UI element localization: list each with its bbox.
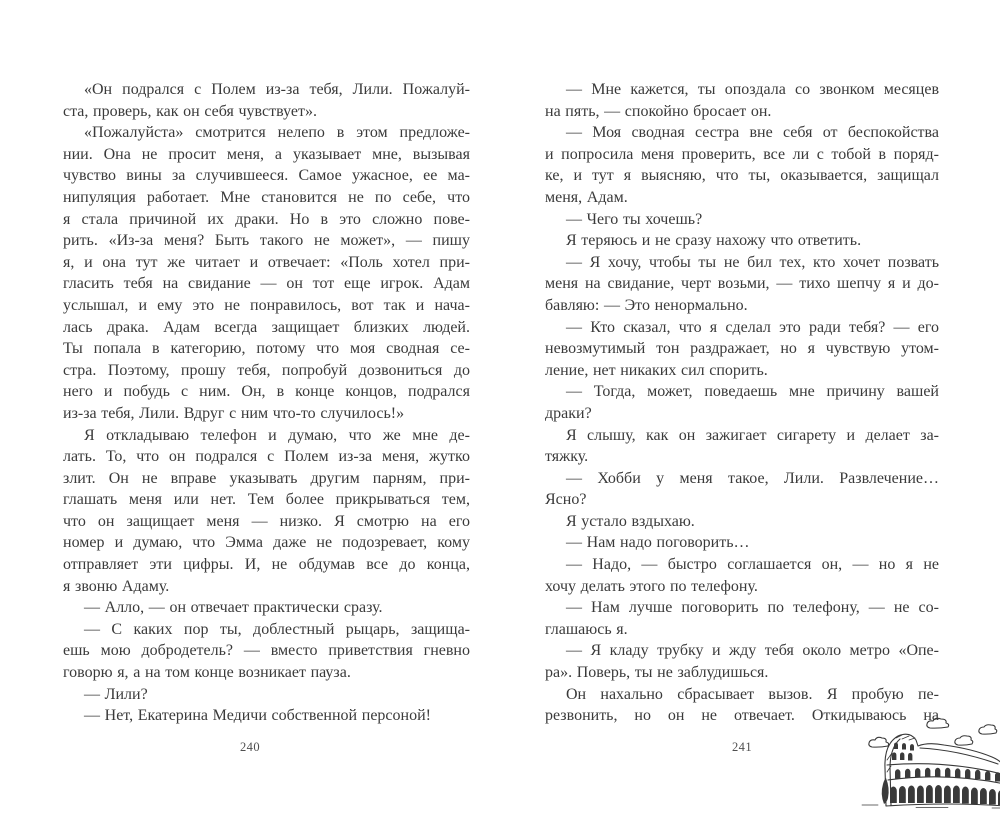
text-line: — Я хочу, чтобы ты не бил тех, кто хочет позвать <box>566 253 939 271</box>
text-line: «Он подрался с Полем из-за тебя, Лили. Пожалуй- <box>84 81 470 98</box>
text-line: — Я кладу трубку и жду тебя около метро «Опе- <box>566 642 939 660</box>
text-line: лась драка. Адам всегда защищает близких людей. <box>63 318 470 336</box>
text-line: ление, нет никаких сил спорить. <box>545 361 768 379</box>
text-line: нипуляция работает. Мне становится не по себе, что <box>63 188 470 206</box>
text-line: глашаюсь я. <box>545 620 628 638</box>
page-right-text <box>545 79 939 727</box>
text-line: что он защищает меня — низко. Я смотрю на его <box>63 512 470 530</box>
text-line: чувство вины за случившееся. Самое ужасное, ее ма- <box>63 167 470 185</box>
text-line: Ты попала в категорию, потому что моя сводная се- <box>63 340 470 358</box>
text-line: Ясно? <box>545 491 587 509</box>
cloud-icon <box>927 718 949 728</box>
text-line: лать. То, что он подрался с Полем из-за меня, жутко <box>63 448 470 466</box>
text-line: глашать меня или нет. Тем более прикрываться тем, <box>63 491 470 509</box>
text-line: — Кто сказал, что я сделал это ради тебя? — его <box>566 318 939 336</box>
text-line: меня, Адам. <box>545 188 628 206</box>
text-line: — С каких пор ты, доблестный рыцарь, защища- <box>84 620 470 638</box>
page-left-text <box>63 79 470 727</box>
text-line: невозмутимый тон раздражает, но я чувствую утом- <box>545 340 939 358</box>
text-line: — Чего ты хочешь? <box>566 210 703 228</box>
text-line: — Хобби у меня такое, Лили. Развлечение… <box>566 469 939 487</box>
text-line: драки? <box>545 404 592 422</box>
text-line: Я слышу, как он зажигает сигарету и делает за- <box>566 426 939 444</box>
text-line: меня на свидание, черт возьми, — тихо шепчу я и до- <box>545 275 939 293</box>
text-line: — Мне кажется, ты опоздала со звонком месяцев <box>566 81 939 98</box>
text-line: говорю я, а на том конце возникает пауза. <box>63 664 351 682</box>
text-line: Я устало вздыхаю. <box>566 512 695 530</box>
page-number-left: 240 <box>240 740 260 754</box>
cloud-icon <box>979 725 997 734</box>
text-line: резвонить, но он не отвечает. Откидываюсь на <box>545 707 939 725</box>
page-number-right: 241 <box>732 740 752 754</box>
colosseum-illustration <box>858 708 1000 810</box>
text-line: и попросила меня проверить, все ли с тобой в поряд- <box>545 145 939 163</box>
text-line: злит. Он не вправе указывать другим парням, при- <box>63 469 470 487</box>
text-line: рить. «Из-за меня? Быть такого не может», — пишу <box>63 232 470 250</box>
text-line: на пять, — спокойно бросает он. <box>545 102 772 120</box>
text-line: — Тогда, может, поведаешь мне причину вашей <box>566 383 939 401</box>
text-line: гласить тебя на свидание — он тот еще игрок. Адам <box>63 275 470 293</box>
text-line: Он нахально сбрасывает вызов. Я пробую пе- <box>566 685 939 703</box>
cloud-icon <box>955 736 973 745</box>
text-line: ешь мою добродетель? — вместо приветствия гневно <box>63 642 470 660</box>
colosseum-icon <box>858 708 1000 810</box>
text-line: тяжку. <box>545 448 589 466</box>
text-line: — Алло, — он отвечает практически сразу. <box>84 599 383 617</box>
text-line: я звоню Адаму. <box>63 577 170 595</box>
text-line: Я теряюсь и не сразу нахожу что ответить. <box>566 232 862 250</box>
text-line: отправляет эти цифры. И, не обдумав все до конца, <box>63 556 470 574</box>
text-line: я стала причиной их драки. Но в это сложно пове- <box>63 210 470 228</box>
cloud-icon <box>869 737 889 747</box>
text-line: — Нет, Екатерина Медичи собственной персоной! <box>84 707 431 725</box>
text-line: него и побудь с ним. Он, в конце концов, подрался <box>63 383 470 401</box>
text-line: ра». Поверь, ты не заблудишься. <box>545 664 769 682</box>
text-line: — Нам лучше поговорить по телефону, — не со- <box>566 599 939 617</box>
text-line: — Моя сводная сестра вне себя от беспокойства <box>566 124 939 142</box>
text-line: бавляю: — Это ненормально. <box>545 296 748 314</box>
text-line: — Лили? <box>84 685 148 703</box>
text-line: — Надо, — быстро соглашается он, — но я не <box>566 556 939 574</box>
text-line: нии. Она не просит меня, а указывает мне, вызывая <box>63 145 470 163</box>
text-line: — Нам надо поговорить… <box>566 534 750 552</box>
text-line: ста, проверь, как он себя чувствует». <box>63 102 317 120</box>
text-line: услышал, и ему это не понравилось, вот так и нача- <box>63 296 470 314</box>
text-line: «Пожалуйста» смотрится нелепо в этом предложе- <box>84 124 470 142</box>
text-line: хочу делать этого по телефону. <box>545 577 758 595</box>
text-line: стра. Поэтому, прошу тебя, попробуй дозвониться до <box>63 361 470 379</box>
text-line: номер и думаю, что Эмма даже не подозревает, кому <box>63 534 470 552</box>
text-line: Я откладываю телефон и думаю, что же мне де- <box>84 426 470 444</box>
text-line: я, и она тут же читает и отвечает: «Поль хотел при- <box>63 253 470 271</box>
text-line: из-за тебя, Лили. Вдруг с ним что-то случилось!» <box>63 404 405 422</box>
text-line: ке, и тут я выясняю, что ты, оказывается, защищал <box>545 167 939 185</box>
